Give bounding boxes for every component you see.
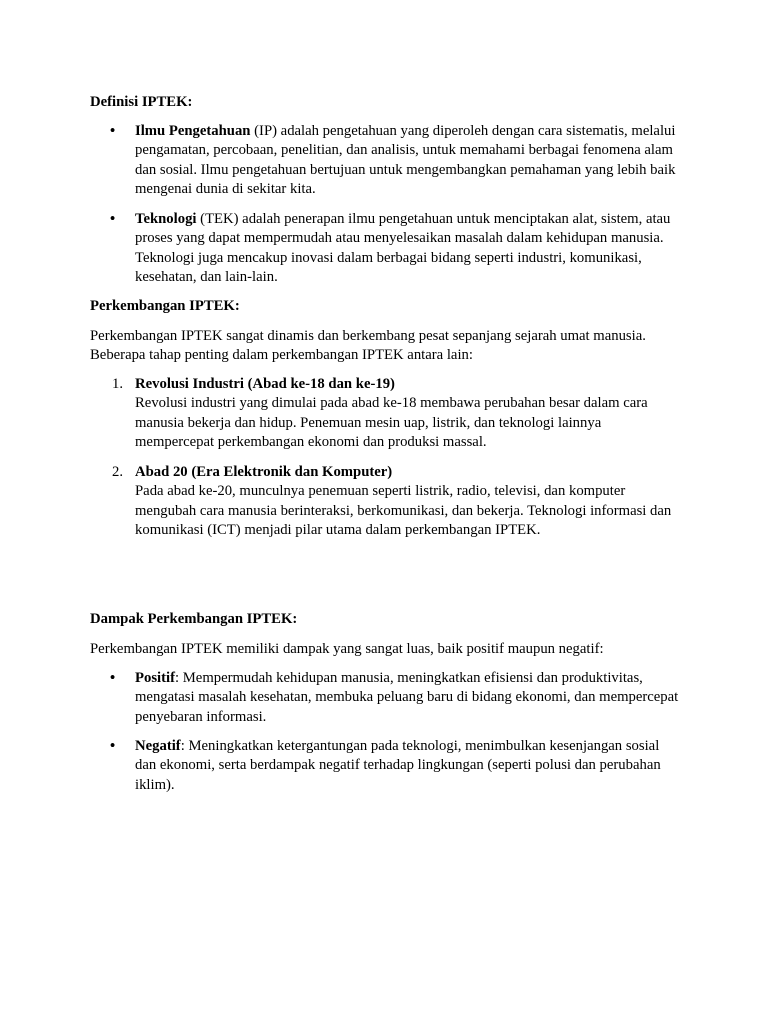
section-heading: Definisi IPTEK:: [90, 94, 193, 110]
perkembangan-list-1: [90, 375, 690, 452]
item-text: : Meningkatkan ketergantungan pada teknologi, menimbulkan kesenjangan sosial dan ekonomi, serta berdampak negatif terhadap lingkungan (seperti polusi dan perubahan iklim).: [135, 738, 661, 793]
section-heading: Perkembangan IPTEK:: [90, 298, 240, 314]
bullet-icon: •: [110, 211, 116, 227]
item-title: Revolusi Industri (Abad ke-18 dan ke-19): [135, 376, 395, 392]
item-term: Teknologi: [135, 211, 197, 227]
item-text: (TEK) adalah penerapan ilmu pengetahuan untuk menciptakan alat, sistem, atau proses yang dapat mempermudah atau menyelesaikan masalah dalam kehidupan manusia. Teknologi juga mencakup inovasi dalam berbagai bidang seperti industri, komunikasi, kesehatan, dan lain-lain.: [135, 211, 671, 285]
numbered-item: [90, 463, 680, 540]
dampak-intro-block: [90, 640, 690, 659]
section-intro: Perkembangan IPTEK sangat dinamis dan berkembang pesat sepanjang sejarah umat manusia. Beberapa tahap penting dalam perkembangan IPTEK antara lain:: [90, 328, 646, 364]
section-definisi: [90, 93, 690, 112]
bullet-icon: •: [110, 123, 116, 139]
item-term: Positif: [135, 670, 175, 686]
section-intro: Perkembangan IPTEK memiliki dampak yang sangat luas, baik positif maupun negatif:: [90, 641, 604, 657]
list-item: [90, 210, 680, 287]
item-number: 2.: [112, 464, 124, 480]
item-text: Pada abad ke-20, munculnya penemuan seperti listrik, radio, televisi, dan komputer mengubah cara manusia berinteraksi, berkomunikasi, dan bekerja. Teknologi informasi dan komunikasi (ICT) menjadi pilar utama dalam perkembangan IPTEK.: [135, 483, 672, 538]
bullet-icon: •: [110, 670, 116, 686]
item-title: Abad 20 (Era Elektronik dan Komputer): [135, 464, 393, 480]
perkembangan-intro-block: [90, 327, 670, 366]
dampak-list-1: [90, 669, 690, 727]
list-item: [90, 737, 680, 795]
section-perkembangan: [90, 297, 690, 316]
item-text: (IP) adalah pengetahuan yang diperoleh dengan cara sistematis, melalui pengamatan, percobaan, penelitian, dan analisis, untuk memahami berbagai fenomena alam dan sosial. Ilmu pengetahuan bertujuan untuk mengembangkan pemahaman yang lebih baik mengenai dunia di sekitar kita.: [135, 123, 676, 197]
definisi-list: [90, 122, 690, 199]
bullet-icon: •: [110, 738, 116, 754]
section-heading: Dampak Perkembangan IPTEK:: [90, 611, 298, 627]
item-text: Revolusi industri yang dimulai pada abad ke-18 membawa perubahan besar dalam cara manusia bekerja dan hidup. Penemuan mesin uap, listrik, dan teknologi lainnya mempercepat perkembangan ekonomi dan produksi massal.: [135, 395, 648, 450]
numbered-item: [90, 375, 680, 452]
item-number: 1.: [112, 376, 124, 392]
list-item: [90, 669, 680, 727]
dampak-list-2: [90, 737, 690, 795]
item-term: Negatif: [135, 738, 181, 754]
item-text: : Mempermudah kehidupan manusia, meningkatkan efisiensi dan produktivitas, mengatasi masalah kesehatan, membuka peluang baru di bidang ekonomi, dan mempercepat penyebaran informasi.: [135, 670, 679, 725]
perkembangan-list-2: [90, 463, 690, 540]
list-item: [90, 122, 680, 199]
item-term: Ilmu Pengetahuan: [135, 123, 251, 139]
section-dampak: [90, 610, 690, 629]
definisi-list-2: [90, 210, 690, 287]
